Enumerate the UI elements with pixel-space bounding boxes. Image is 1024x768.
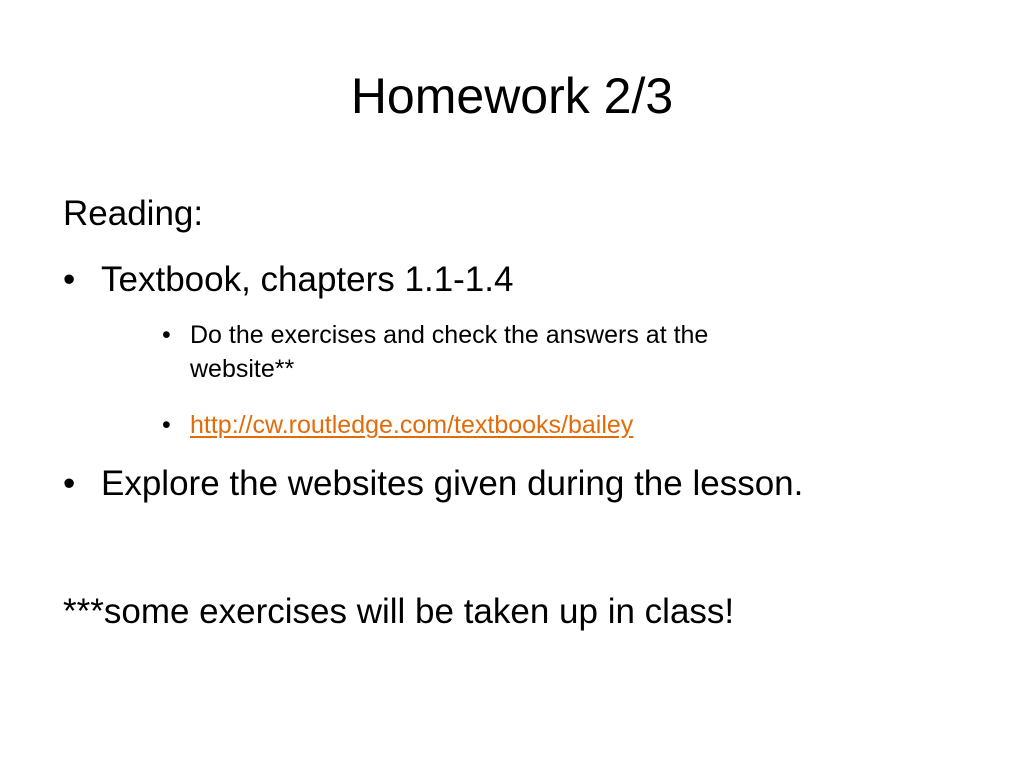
bullet-item-label: Explore the websites given during the lesson. [101, 464, 804, 503]
bullet-icon: • [162, 411, 171, 439]
footnote: ***some exercises will be taken up in class! [63, 592, 735, 631]
reading-label: Reading: [63, 194, 204, 233]
bullet-icon: • [63, 260, 76, 299]
subbullet-line-2: website** [190, 355, 295, 383]
bullet-icon: • [63, 464, 76, 503]
slide-title: Homework 2/3 [350, 68, 674, 124]
subbullet-line-1: Do the exercises and check the answers at the [190, 321, 709, 349]
subbullet-item-label [190, 318, 870, 386]
bullet-item-label: Textbook, chapters 1.1-1.4 [101, 260, 514, 299]
textbook-website-link[interactable]: http://cw.routledge.com/textbooks/bailey [190, 411, 634, 439]
bullet-icon: • [162, 321, 171, 349]
